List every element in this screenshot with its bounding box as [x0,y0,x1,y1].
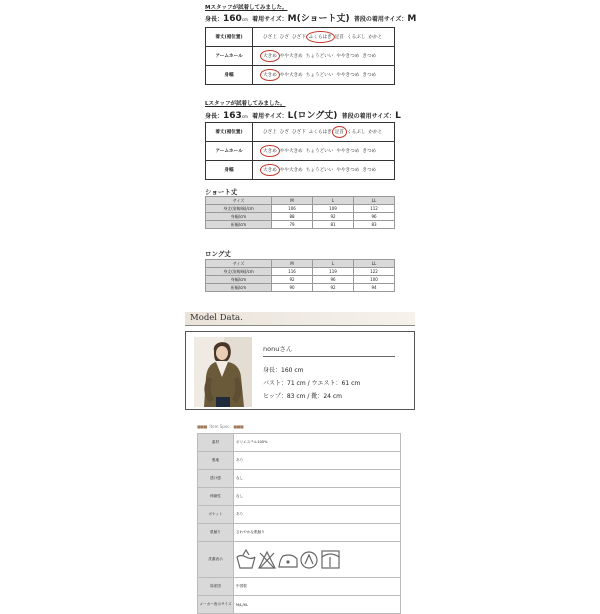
fit-option: ちょうどいい [305,73,334,78]
fit-option: きつめ [362,149,377,154]
item-spec-title: Item Spec. [209,424,231,429]
fit-row-width [206,161,395,180]
size-cell: 94 [354,284,395,292]
header-rule [185,325,415,326]
spec-key: 素材 [198,434,234,452]
spec-value: なし [234,470,401,488]
spec-row [198,578,401,596]
size-header-cell: M [272,260,313,268]
spec-row-care [198,542,401,578]
model-stat-bust-waist: バスト：71 cm / ウエスト：61 cm [263,380,361,387]
size-row-label: 身幅/cm [206,213,272,221]
care-label-icons [234,542,401,578]
fit-option: ふくらはぎ [308,130,332,135]
size-row [206,205,395,213]
spec-value: M/L/XL [234,596,401,614]
size-row [206,284,395,292]
size-cell: 79 [272,221,313,229]
size-header-cell: L [313,260,354,268]
fit-option: かかと [368,130,383,135]
fit-option: きつめ [362,73,377,78]
hand-wash-icon [237,550,255,568]
m-staff-title: Mスタッフが試着してみました。 [205,5,288,11]
fit-row-label: アームホール [206,47,253,66]
fit-row-label: 身幅 [206,161,253,180]
fit-option: ちょうどいい [305,149,334,154]
size-cell: 83 [354,221,395,229]
spec-key: 洗濯表示 [198,542,234,578]
care-icons-strip [236,548,341,570]
fit-option: ひざ [279,130,289,135]
size-row [206,268,395,276]
short-size-title: ショート丈 [205,188,238,196]
size-row [206,213,395,221]
fit-options [253,123,395,142]
size-cell: 122 [354,268,395,276]
fit-option: ひざ上 [263,35,277,40]
size-row-label: 身幅/cm [206,276,272,284]
size-cell: 119 [313,268,354,276]
fit-option: ややきつめ [336,73,360,78]
fit-option: ややきつめ [336,54,360,59]
fit-row-label: 着丈(裾位置) [206,28,253,47]
size-cell: 92 [313,284,354,292]
fit-option: きつめ [362,168,377,173]
fit-options [253,47,395,66]
fit-row-armhole [206,47,395,66]
size-cell: 109 [313,205,354,213]
m-staff-fit-table [205,27,395,85]
fit-option: ちょうどいい [305,168,334,173]
spec-value: ポリエステル100% [234,434,401,452]
l-staff-fit-table [205,122,395,180]
size-cell: 100 [354,276,395,284]
spec-key: メーカー表示サイズ [198,596,234,614]
fit-row-label: 着丈(裾位置) [206,123,253,142]
fit-option: 足首 [334,35,344,40]
line-dry-icon [322,551,339,568]
model-name: nonuさん [263,345,293,353]
size-header-row [206,197,395,205]
fit-option: ひざ下 [292,130,306,135]
fit-row-length [206,123,395,142]
fit-options [253,142,395,161]
size-header-cell: M [272,197,313,205]
spec-row [198,596,401,614]
fit-option: やや大きめ [279,168,303,173]
fit-option-selected: 足首 [334,130,344,135]
size-cell: 106 [272,205,313,213]
size-cell: 96 [354,213,395,221]
size-cell: 116 [272,268,313,276]
size-cell: 92 [272,276,313,284]
fit-option-selected: 大きめ [263,168,277,173]
fit-option-selected: 大きめ [263,149,277,154]
fit-option: ひざ下 [292,35,306,40]
short-size-table [205,196,395,229]
model-figure-illustration [194,337,252,407]
size-header-cell: LL [354,197,395,205]
spec-value: 中国製 [234,578,401,596]
item-spec-header [197,424,243,429]
model-name-divider [263,356,395,357]
fit-row-length [206,28,395,47]
item-spec-table [197,433,401,614]
spec-value: さわやかな肌触り [234,524,401,542]
header-dots: ■■■ [233,424,244,429]
model-photo [194,337,252,407]
spec-key: 原産国 [198,578,234,596]
no-bleach-icon [259,552,275,568]
size-row [206,276,395,284]
spec-row [198,434,401,452]
model-card [185,331,415,410]
fit-option: くるぶし [346,130,366,135]
model-data-header [185,312,415,325]
l-staff-info: 身長：163cm 着用サイズ：L(ロング丈) 普段の着用サイズ：L [205,111,401,121]
fit-option-selected: 大きめ [263,73,277,78]
size-row-label: 裄幅/cm [206,221,272,229]
spec-row [198,524,401,542]
fit-option: ややきつめ [336,168,360,173]
long-size-table [205,259,395,292]
fit-option: やや大きめ [279,149,303,154]
size-row-label: 身丈(肩線端)/cm [206,268,272,276]
model-stat-hip-shoe: ヒップ：83 cm / 靴：24 cm [263,393,343,400]
spec-key: 肌触り [198,524,234,542]
fit-row-width [206,66,395,85]
fit-option: くるぶし [346,35,366,40]
fit-row-armhole [206,142,395,161]
fit-row-label: 身幅 [206,66,253,85]
size-header-cell: サイズ [206,260,272,268]
spec-row [198,452,401,470]
size-header-cell: L [313,197,354,205]
size-cell: 81 [313,221,354,229]
fit-option: やや大きめ [279,73,303,78]
size-cell: 112 [354,205,395,213]
fit-option-selected: ふくらはぎ [308,35,332,40]
size-header-cell: サイズ [206,197,272,205]
spec-key: 伸縮性 [198,488,234,506]
header-dots: ■■■ [197,424,207,429]
fit-option: ひざ上 [263,130,277,135]
l-staff-title: Lスタッフが試着してみました。 [205,101,286,107]
model-data-title: Model Data. [190,313,243,323]
spec-value: あり [234,506,401,524]
size-cell: 88 [272,213,313,221]
size-row [206,221,395,229]
fit-options [253,66,395,85]
size-header-row [206,260,395,268]
spec-key: 裏地 [198,452,234,470]
fit-option: ひざ [279,35,289,40]
size-row-label: 裄幅/cm [206,284,272,292]
fit-option: やや大きめ [279,54,303,59]
spec-value: なし [234,488,401,506]
long-size-title: ロング丈 [205,250,231,258]
spec-value: あり [234,452,401,470]
size-header-cell: LL [354,260,395,268]
size-cell: 90 [272,284,313,292]
fit-option: ちょうどいい [305,54,334,59]
spec-key: 透け感 [198,470,234,488]
fit-option: かかと [368,35,383,40]
spec-row [198,488,401,506]
spec-row [198,470,401,488]
model-stat-height: 身長：160 cm [263,367,304,374]
fit-options [253,28,395,47]
dry-clean-icon [301,552,317,568]
fit-options [253,161,395,180]
spec-key: ポケット [198,506,234,524]
spec-row [198,506,401,524]
low-iron-icon [279,555,297,567]
m-staff-info: 身長：160cm 着用サイズ：M(ショート丈) 普段の着用サイズ：M [205,14,417,24]
fit-option-selected: 大きめ [263,54,277,59]
size-row-label: 身丈(肩線端)/cm [206,205,272,213]
size-cell: 92 [313,213,354,221]
fit-option: きつめ [362,54,377,59]
size-cell: 96 [313,276,354,284]
fit-option: ややきつめ [336,149,360,154]
fit-row-label: アームホール [206,142,253,161]
